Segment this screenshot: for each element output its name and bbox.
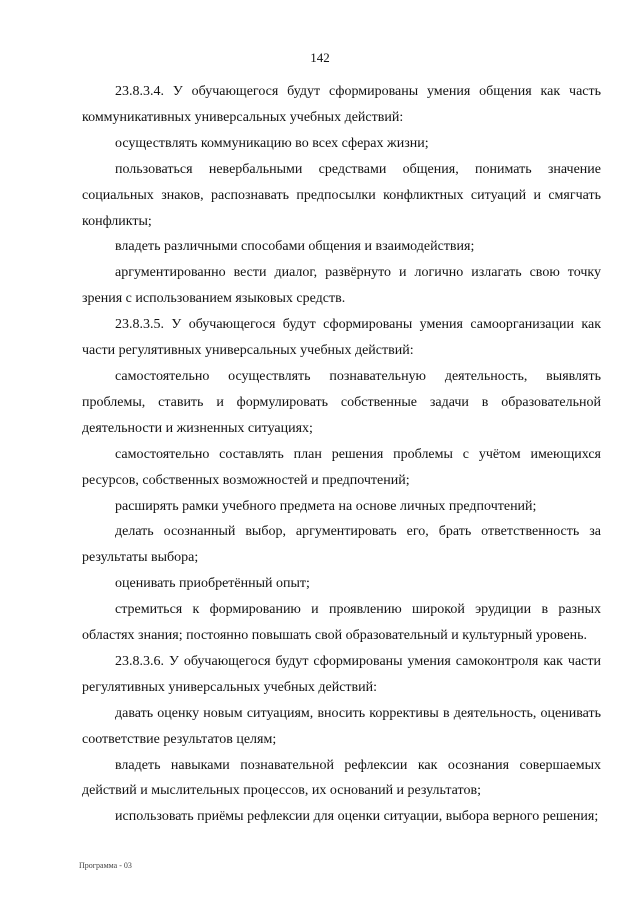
footer-label: Программа - 03: [79, 861, 132, 870]
paragraph: осуществлять коммуникацию во всех сферах жизни;: [115, 135, 429, 151]
paragraph: делать осознанный выбор, аргументировать его, брать ответственность за результаты выбора;: [82, 524, 601, 566]
paragraph: оценивать приобретённый опыт;: [115, 576, 310, 592]
paragraph-section-23-8-3-4: 23.8.3.4. У обучающегося будут сформированы умения общения как часть коммуникативных универсальных учебных действий:: [82, 84, 601, 125]
paragraph: расширять рамки учебного предмета на основе личных предпочтений;: [115, 498, 537, 514]
paragraph: пользоваться невербальными средствами общения, понимать значение социальных знаков, распознавать предпосылки конфликтных ситуаций и смягчать конфликты;: [82, 161, 601, 229]
paragraph-section-23-8-3-6: 23.8.3.6. У обучающегося будут сформированы умения самоконтроля как части регулятивных универсальных учебных действий:: [82, 653, 601, 695]
paragraph-section-23-8-3-5: 23.8.3.5. У обучающегося будут сформированы умения самоорганизации как части регулятивных универсальных учебных действий:: [82, 317, 601, 359]
paragraph: владеть различными способами общения и взаимодействия;: [115, 239, 475, 255]
document-body: [82, 79, 601, 830]
paragraph: аргументированно вести диалог, развёрнуто и логично излагать свою точку зрения с использованием языковых средств.: [82, 265, 601, 307]
paragraph: давать оценку новым ситуациям, вносить коррективы в деятельность, оценивать соответствие результатов целям;: [82, 705, 601, 747]
paragraph: самостоятельно составлять план решения проблемы с учётом имеющихся ресурсов, собственных возможностей и предпочтений;: [82, 446, 601, 488]
paragraph: стремиться к формированию и проявлению широкой эрудиции в разных областях знания; постоянно повышать свой образовательный и культурный уровень.: [82, 602, 601, 644]
page-number: 142: [310, 50, 330, 65]
paragraph: использовать приёмы рефлексии для оценки ситуации, выбора верного решения;: [115, 809, 599, 825]
paragraph: самостоятельно осуществлять познавательную деятельность, выявлять проблемы, ставить и формулировать собственные задачи в образовательной деятельности и жизненных ситуациях;: [82, 368, 601, 436]
paragraph: владеть навыками познавательной рефлексии как осознания совершаемых действий и мыслительных процессов, их оснований и результатов;: [82, 757, 601, 799]
